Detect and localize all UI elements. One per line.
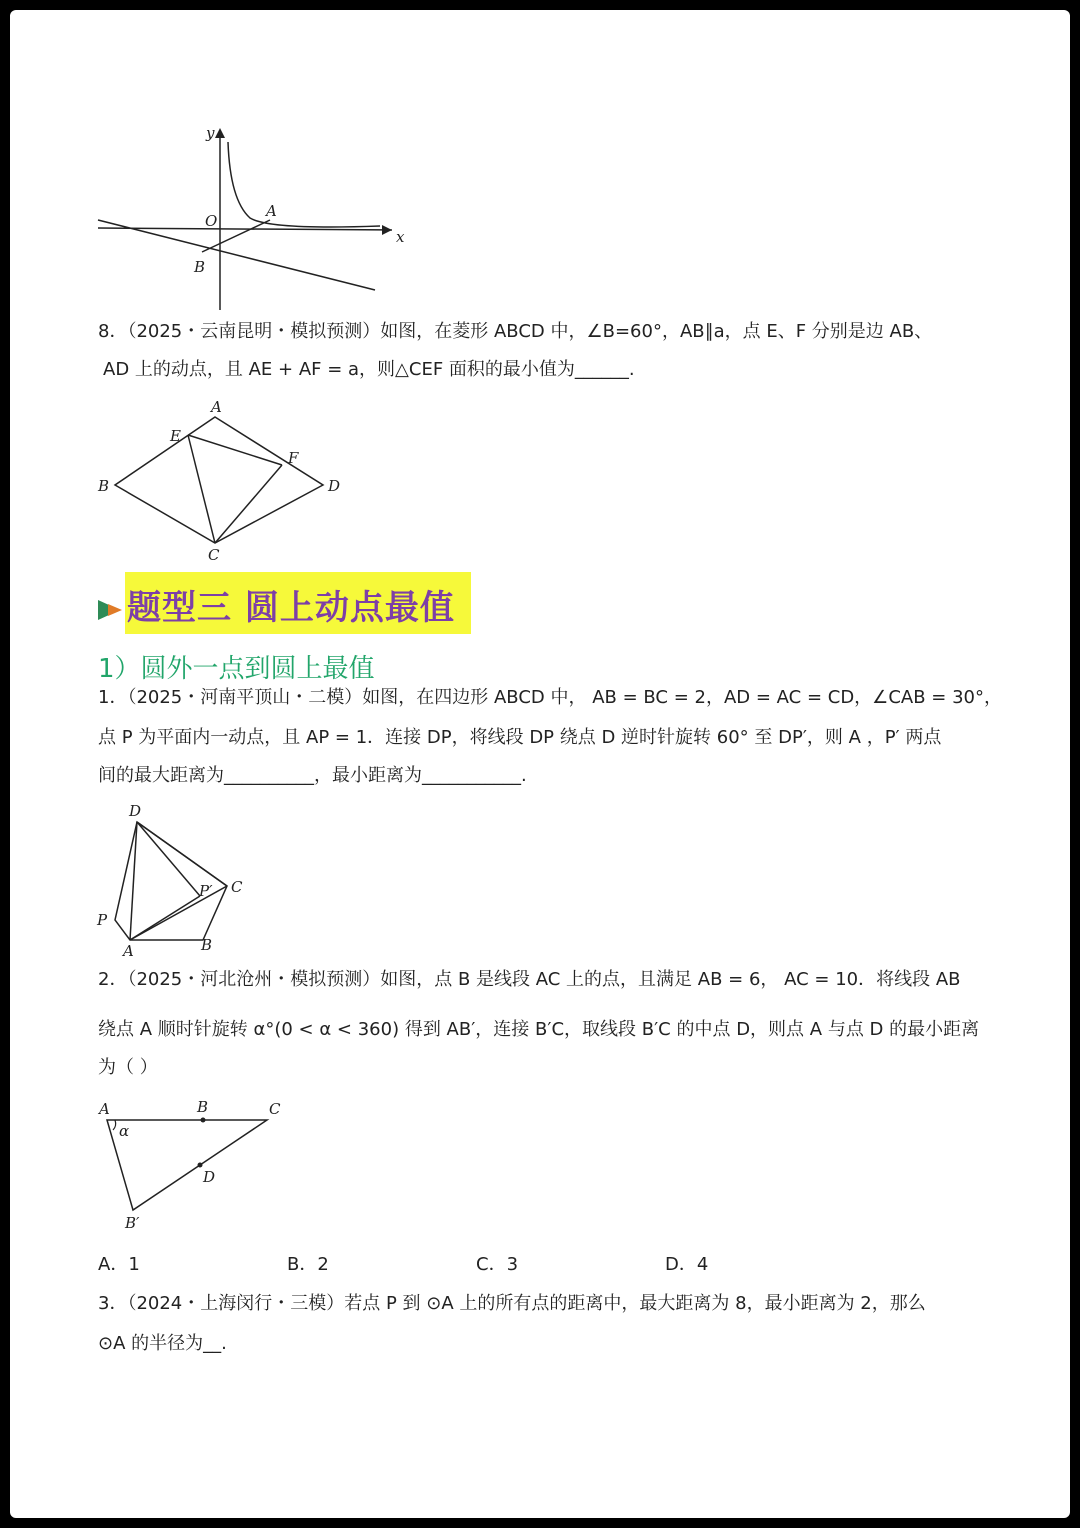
- q8-line1: 8．（2025・云南昆明・模拟预测）如图，在菱形 ABCD 中，∠B=60°，AB∥a，点 E、F 分别是边 AB、: [98, 321, 933, 342]
- label-a: A: [266, 202, 277, 220]
- label-p: P: [97, 911, 108, 929]
- q2-line3: 为（ ）: [98, 1057, 158, 1078]
- figure-rhombus: [90, 395, 360, 560]
- label-a: A: [211, 398, 222, 416]
- section-subtitle: 1）圆外一点到圆上最值: [98, 654, 375, 684]
- label-b: B: [201, 936, 213, 954]
- label-a: A: [99, 1100, 110, 1118]
- q1-line2: 点 P 为平面内一动点，且 AP = 1．连接 DP，将线段 DP 绕点 D 逆时针旋转 60° 至 DP′，则 A ，P′ 两点: [98, 727, 942, 748]
- q2-line1: 2．（2025・河北沧州・模拟预测）如图，点 B 是线段 AC 上的点，且满足 AB = 6， AC = 10．将线段 AB: [98, 969, 961, 990]
- label-alpha: α: [119, 1122, 130, 1140]
- figure-quadrilateral: [95, 800, 265, 960]
- label-y: y: [206, 124, 215, 142]
- label-d: D: [129, 802, 142, 820]
- figure-triangle: [95, 1092, 295, 1242]
- q1-line1: 1．（2025・河南平顶山・二模）如图，在四边形 ABCD 中， AB = BC = 2，AD = AC = CD，∠CAB = 30°，: [98, 687, 1002, 708]
- document-page: [10, 10, 1070, 1518]
- label-b-prime: B′: [125, 1214, 140, 1232]
- q1-line3: 间的最大距离为__________，最小距离为___________.: [98, 765, 527, 786]
- label-b: B: [194, 258, 206, 276]
- section-title: 题型三 圆上动点最值: [127, 588, 455, 628]
- label-p-prime: P′: [199, 882, 213, 900]
- label-c: C: [231, 878, 243, 896]
- label-b: B: [98, 477, 110, 495]
- q2-option-d: D．4: [665, 1254, 709, 1275]
- q8-line2: AD 上的动点，且 AE + AF = a，则△CEF 面积的最小值为______.: [103, 359, 635, 380]
- label-o: O: [205, 212, 218, 230]
- q2-option-c: C．3: [476, 1254, 519, 1275]
- banner-arrow-accent-icon: [108, 604, 122, 616]
- label-c: C: [269, 1100, 281, 1118]
- label-x: x: [396, 228, 405, 246]
- label-a: A: [123, 942, 134, 960]
- label-d: D: [203, 1168, 216, 1186]
- figure-hyperbola: [90, 120, 420, 320]
- q3-line1: 3．（2024・上海闵行・三模）若点 P 到 ⊙A 上的所有点的距离中，最大距离为 8，最小距离为 2，那么: [98, 1293, 926, 1314]
- q3-line2: ⊙A 的半径为__.: [98, 1333, 227, 1354]
- label-b: B: [197, 1098, 209, 1116]
- label-d: D: [328, 477, 341, 495]
- q2-option-b: B．2: [287, 1254, 329, 1275]
- q2-option-a: A．1: [98, 1254, 140, 1275]
- label-e: E: [170, 427, 181, 445]
- q2-line2: 绕点 A 顺时针旋转 α°(0 < α < 360) 得到 AB′，连接 B′C，取线段 B′C 的中点 D，则点 A 与点 D 的最小距离: [98, 1019, 980, 1040]
- label-f: F: [288, 449, 299, 467]
- label-c: C: [208, 546, 220, 560]
